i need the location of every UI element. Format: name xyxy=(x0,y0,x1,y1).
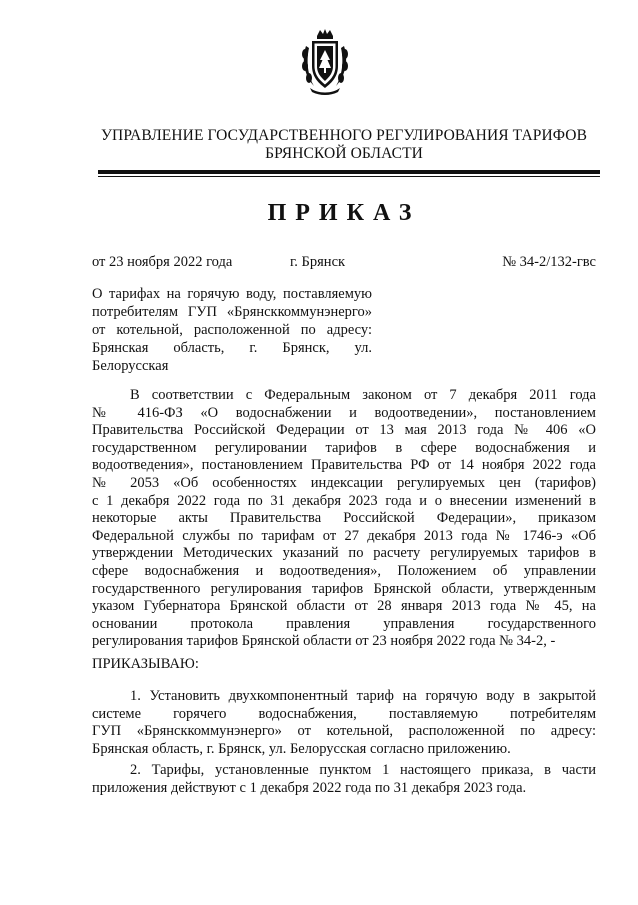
paragraph-line: основании протокола правления управления государственного xyxy=(92,615,596,632)
coat-of-arms-emblem-icon xyxy=(300,28,350,96)
header-divider-thick xyxy=(98,170,600,174)
subject-line: от котельной, расположенной по адресу: xyxy=(92,322,372,338)
paragraph-line: ГУП «Брянсккоммунэнерго» от котельной, расположенной по адресу: xyxy=(92,723,596,740)
paragraph-line: системе горячего водоснабжения, поставляемую потребителям xyxy=(92,705,596,722)
paragraph-line: Федеральной службы по тарифам от 27 декабря 2013 года № 1746-э «Об xyxy=(92,527,596,544)
paragraph-line: Правительства Российской Федерации от 13 мая 2013 года № 406 «О xyxy=(92,422,596,439)
preamble-paragraph xyxy=(92,387,596,651)
paragraph-line: 2. Тарифы, установленные пунктом 1 настоящего приказа, в части xyxy=(130,762,596,778)
paragraph-line: приложения действуют с 1 декабря 2022 года по 31 декабря 2023 года. xyxy=(92,779,527,796)
header-divider-thin xyxy=(98,176,600,177)
paragraph-line: В соответствии с Федеральным законом от 7 декабря 2011 года xyxy=(130,387,596,403)
subject-line: Брянская область, г. Брянск, ул. xyxy=(92,340,372,356)
order-city: г. Брянск xyxy=(290,254,346,270)
order-subject xyxy=(92,285,372,375)
paragraph-line: регулирования тарифов Брянской области от 23 ноября 2022 года № 34-2, - xyxy=(92,633,556,650)
paragraph-line: сфере водоснабжения и водоотведения», Положением об управлении xyxy=(92,562,596,579)
organization-name-line1: УПРАВЛЕНИЕ ГОСУДАРСТВЕННОГО РЕГУЛИРОВАНИЯ ТАРИФОВ xyxy=(100,127,588,144)
paragraph-line: № 416-ФЗ «О водоснабжении и водоотведении», постановлением xyxy=(92,404,596,421)
subject-line: О тарифах на горячую воду, поставляемую xyxy=(92,286,372,302)
paragraph-line: государственного регулирования тарифов Брянской области, утвержденным xyxy=(92,580,596,597)
subject-line: потребителям ГУП «Брянсккоммунэнерго» xyxy=(92,304,372,320)
order-number: № 34-2/132-гвс xyxy=(502,254,596,270)
paragraph-line: указом Губернатора Брянской области от 28 января 2013 года № 45, на xyxy=(92,598,596,615)
paragraph-line: государственном регулировании тарифов в сфере водоснабжения и xyxy=(92,439,596,456)
order-date: от 23 ноября 2022 года xyxy=(92,254,233,270)
organization-name-line2: БРЯНСКОЙ ОБЛАСТИ xyxy=(265,145,423,162)
paragraph-line: № 2053 «Об особенностях индексации регулируемых цен (тарифов) xyxy=(92,474,596,491)
paragraph-line: Брянская область, г. Брянск, ул. Белорусская согласно приложению. xyxy=(92,740,511,757)
subject-line: Белорусская xyxy=(92,358,169,374)
paragraph-line: с 1 декабря 2022 года по 31 декабря 2023 года и о внесении изменений в xyxy=(92,492,596,509)
order-item-1 xyxy=(92,688,596,758)
paragraph-line: 1. Установить двухкомпонентный тариф на горячую воду в закрытой xyxy=(130,688,596,704)
paragraph-line: утверждении Методических указаний по расчету регулируемых тарифов в xyxy=(92,545,596,562)
paragraph-line: водоотведения», постановлением Правительства РФ от 14 ноября 2022 года xyxy=(92,457,596,474)
paragraph-line: некоторые акты Правительства Российской Федерации», приказом xyxy=(92,510,596,527)
document-title: ПРИКАЗ xyxy=(267,200,421,226)
order-item-2 xyxy=(92,762,596,797)
order-directive-word: ПРИКАЗЫВАЮ: xyxy=(92,656,199,672)
